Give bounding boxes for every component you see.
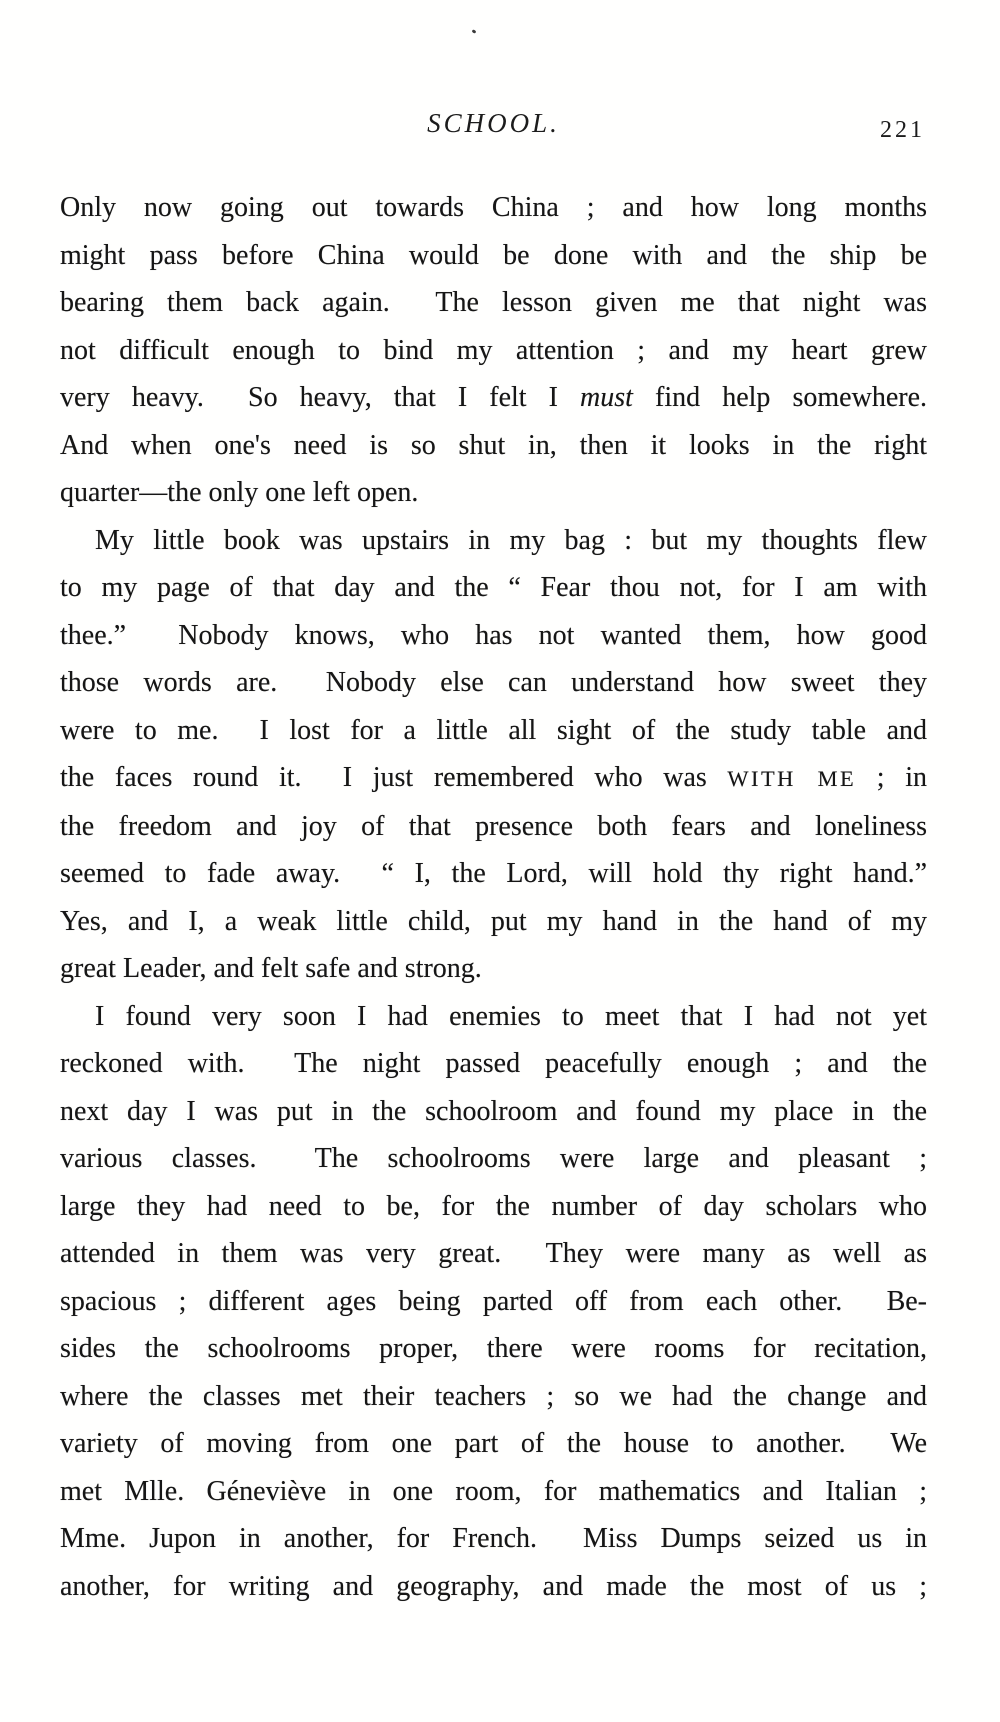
text-line xyxy=(60,232,927,280)
text-segment: the faces round it. I just remembered who was xyxy=(60,762,728,793)
text-segment: ; in xyxy=(856,762,927,793)
running-title: SCHOOL. xyxy=(427,108,560,138)
text-line xyxy=(60,1040,927,1088)
text-segment: met Mlle. Géneviève in one room, for mathematics and Italian ; xyxy=(60,1475,927,1507)
text-segment: attended in them was very great. They were many as well as xyxy=(60,1238,927,1269)
page-header xyxy=(60,108,927,148)
text-line xyxy=(60,374,927,422)
text-line xyxy=(60,517,927,565)
text-segment: thee.” Nobody knows, who has not wanted them, how good xyxy=(60,619,927,651)
text-segment: to my page of that day and the “ Fear thou not, for I am with xyxy=(60,572,927,603)
text-segment: quarter—the only one left open. xyxy=(60,477,419,508)
text-segment: variety of moving from one part of the house to another. We xyxy=(60,1428,927,1459)
text-segment: the freedom and joy of that presence both fears and loneliness xyxy=(60,810,927,842)
text-line xyxy=(60,1563,927,1611)
smallcaps-text: WITH ME xyxy=(727,766,857,791)
text-segment: various classes. The schoolrooms were large and pleasant ; xyxy=(60,1143,927,1174)
text-segment: not difficult enough to bind my attention ; and my heart grew xyxy=(60,334,927,366)
text-line xyxy=(60,279,927,327)
text-line xyxy=(60,1230,927,1278)
text-segment: find help somewhere. xyxy=(632,382,927,413)
text-segment: Yes, and I, a weak little child, put my hand in the hand of my xyxy=(60,905,927,937)
text-line xyxy=(60,1278,927,1326)
text-line xyxy=(60,422,927,470)
italic-text: must xyxy=(580,382,633,413)
text-line xyxy=(60,850,927,898)
text-line xyxy=(60,1468,927,1516)
text-line xyxy=(60,184,927,232)
text-line xyxy=(60,707,927,755)
text-line xyxy=(60,1183,927,1231)
text-segment: seemed to fade away. “ I, the Lord, will hold thy right hand.” xyxy=(60,858,927,889)
text-line xyxy=(60,945,927,993)
text-segment: bearing them back again. The lesson given me that night was xyxy=(60,287,927,318)
text-segment: sides the schoolrooms proper, there were rooms for recitation, xyxy=(60,1333,927,1364)
text-line xyxy=(60,1088,927,1136)
text-segment: very heavy. So heavy, that I felt I xyxy=(60,382,581,413)
text-segment: And when one's need is so shut in, then it looks in the right xyxy=(60,429,927,461)
page-number: 221 xyxy=(880,117,925,143)
text-segment: reckoned with. The night passed peacefully enough ; and the xyxy=(60,1048,927,1079)
text-segment: Only now going out towards China ; and how long months xyxy=(60,192,927,223)
text-line xyxy=(60,612,927,660)
text-line xyxy=(60,327,927,375)
text-line xyxy=(60,803,927,851)
text-line xyxy=(60,898,927,946)
text-segment: those words are. Nobody else can understand how sweet they xyxy=(60,667,927,698)
text-segment: My little book was upstairs in my bag : but my thoughts flew xyxy=(95,524,927,556)
text-line xyxy=(60,993,927,1041)
text-line xyxy=(60,754,927,803)
text-line xyxy=(60,659,927,707)
body-text xyxy=(60,184,927,1610)
text-line xyxy=(60,1325,927,1373)
text-segment: I found very soon I had enemies to meet that I had not yet xyxy=(95,1000,927,1032)
text-segment: where the classes met their teachers ; so we had the change and xyxy=(60,1380,927,1412)
text-line xyxy=(60,564,927,612)
text-segment: were to me. I lost for a little all sight of the study table and xyxy=(60,714,927,746)
scan-speck xyxy=(472,29,477,34)
text-line xyxy=(60,1373,927,1421)
text-segment: might pass before China would be done with and the ship be xyxy=(60,239,927,271)
text-line xyxy=(60,1420,927,1468)
text-segment: Mme. Jupon in another, for French. Miss Dumps seized us in xyxy=(60,1523,927,1554)
text-line xyxy=(60,469,927,517)
text-line xyxy=(60,1135,927,1183)
text-segment: another, for writing and geography, and made the most of us ; xyxy=(60,1570,927,1602)
text-segment: next day I was put in the schoolroom and found my place in the xyxy=(60,1095,927,1127)
text-segment: great Leader, and felt safe and strong. xyxy=(60,953,482,984)
text-segment: large they had need to be, for the number of day scholars who xyxy=(60,1190,927,1222)
text-segment: spacious ; different ages being parted off from each other. Be- xyxy=(60,1285,927,1317)
text-line xyxy=(60,1515,927,1563)
